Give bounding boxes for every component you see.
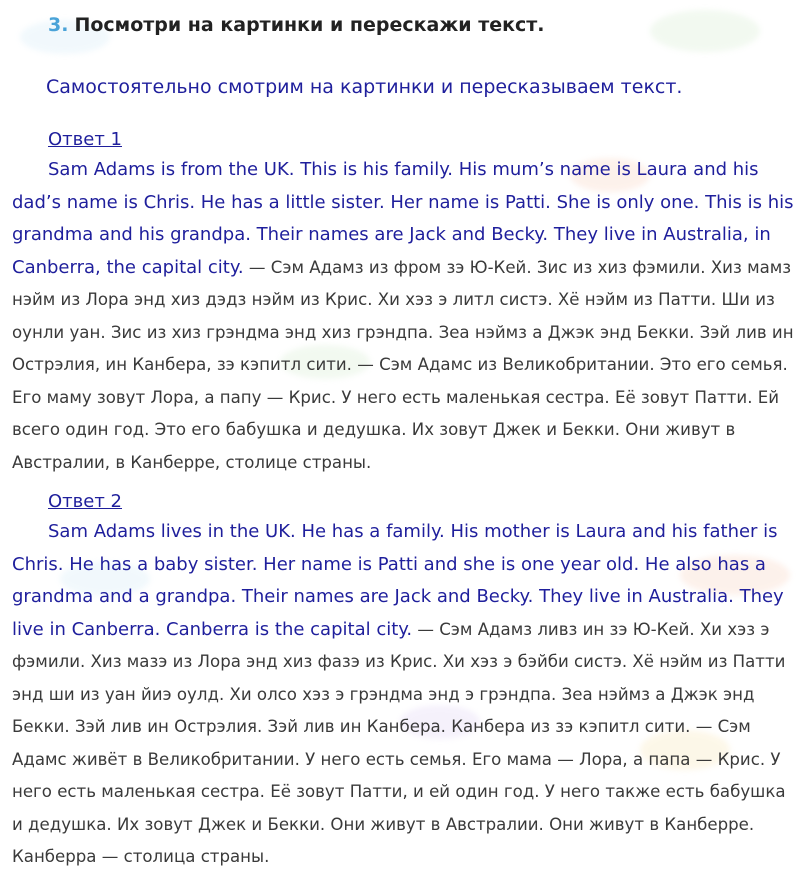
answer-text [12, 154, 794, 479]
watermark-blob [650, 10, 760, 52]
answer-text [12, 516, 794, 874]
answer-1 [12, 126, 794, 479]
task-title: Посмотри на картинки и перескажи текст. [74, 14, 545, 36]
task-heading [48, 14, 544, 36]
russian-text: — Сэм Адамз ливз ин зэ Ю-Кей. Хи хэз э фэмили. Хиз мазэ из Лора энд хиз фазэ из Крис. Хи хэз э бэйби систэ. Хё нэйм из Патти энд ши из уан йиэ оулд. Хи олсо хэз э грэндма энд э грэндпа. Зеа нэймз а Джэк энд Бекки. Зэй лив ин Острэлия. Зэй лив ин Канбера. Канбера из зэ кэпитл сити. — Сэм Адамс живёт в Великобритании. У него есть семья. Его мама — Лора, а папа — Крис. У него есть маленькая сестра. Её зовут Патти, и ей один год. У него также есть бабушка и дедушка. Их зовут Джек и Бекки. Они живут в Австралии. Они живут в Канберре. Канберра — столица страны. [12, 619, 786, 866]
english-text: Sam Adams is from the UK. This is his family. His mum’s name is Laura and his dad’s name is Chris. He has a little sister. Her name is Patti. She is only one. This is his grandma and his grandpa. Their names are Jack and Becky. They live in Australia, in Canberra, the capital city. [12, 159, 794, 278]
answer-label: Ответ 2 [48, 491, 122, 512]
answer-2 [12, 488, 794, 874]
answer-label: Ответ 1 [48, 129, 122, 150]
intro-text: Самостоятельно смотрим на картинки и пересказываем текст. [46, 76, 683, 98]
english-text: Sam Adams lives in the UK. He has a family. His mother is Laura and his father is Chris. He has a baby sister. Her name is Patti and she is one year old. He also has a grandma and a grandpa. Their names are Jack and Becky. They live in Australia. They live in Canberra. Canberra is the capital city. [12, 521, 784, 640]
task-number: 3. [48, 14, 69, 36]
russian-text: — Сэм Адамз из фром зэ Ю-Кей. Зис из хиз фэмили. Хиз мамз нэйм из Лора энд хиз дэдз нэйм из Крис. Хи хэз э литл систэ. Хё нэйм из Патти. Ши из оунли уан. Зис из хиз грэндма энд хиз грэндпа. Зеа нэймз а Джэк энд Бекки. Зэй лив ин Острэлия, ин Канбера, зэ кэпитл сити. — Сэм Адамс из Великобритании. Это его семья. Его маму зовут Лора, а папу — Крис. У него есть маленькая сестра. Её зовут Патти. Ей всего один год. Это его бабушка и дедушка. Их зовут Джек и Бекки. Они живут в Австралии, в Канберре, столице страны. [12, 257, 794, 472]
